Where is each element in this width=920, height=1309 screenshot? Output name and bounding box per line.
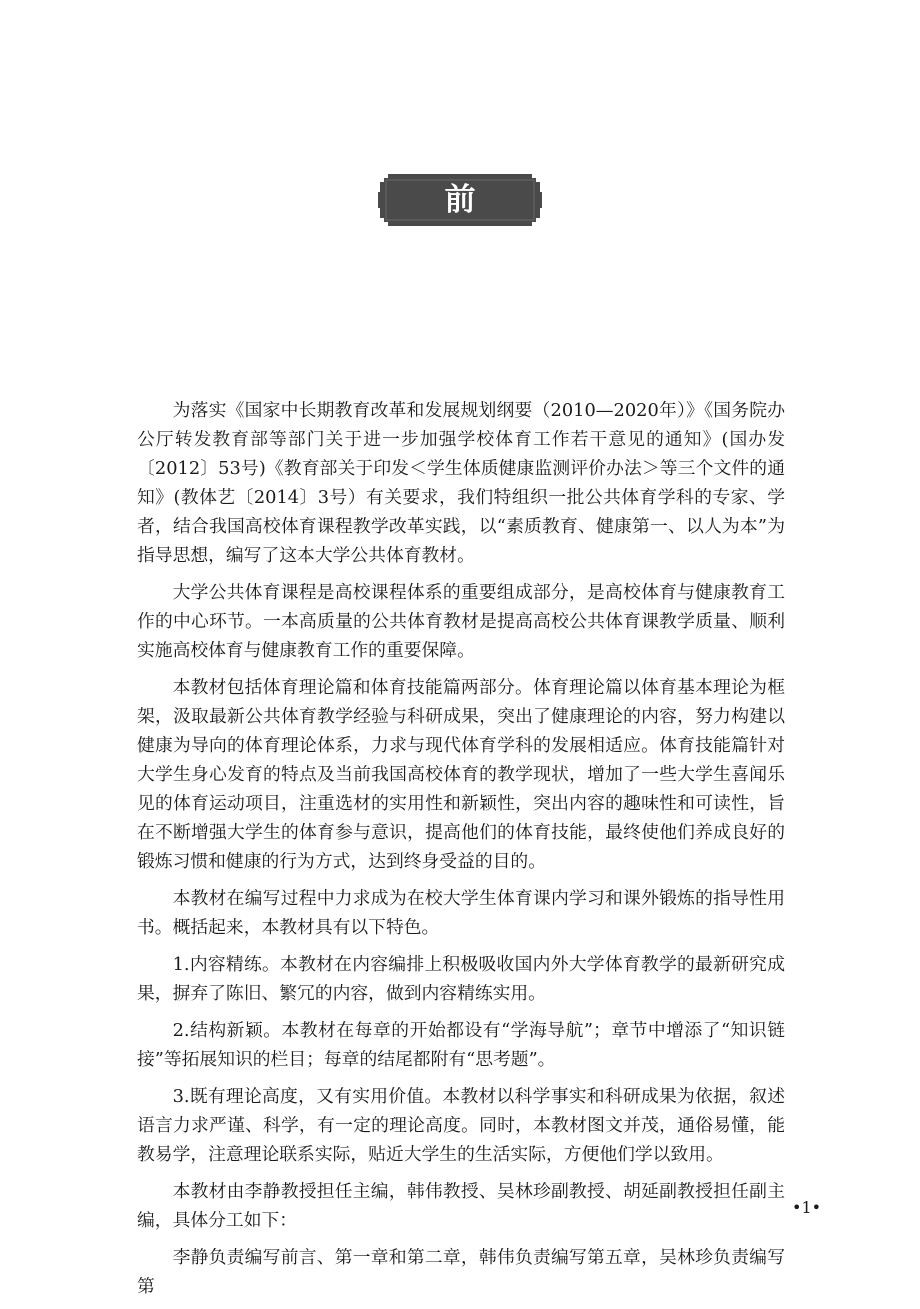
paragraph: 3.既有理论高度，又有实用价值。本教材以科学事实和科研成果为依据，叙述语言力求严谨、科学，有一定的理论高度。同时，本教材图文并茂，通俗易懂，能教易学，注意理论联系实际，贴近大学生的生活实际，方便他们学以致用。 xyxy=(137,1086,785,1165)
paragraph: 本教材在编写过程中力求成为在校大学生体育课内学习和课外锻炼的指导性用书。概括起来，本教材具有以下特色。 xyxy=(137,888,785,938)
paragraph: 2.结构新颖。本教材在每章的开始都设有“学海导航”；章节中增添了“知识链接”等拓展知识的栏目；每章的结尾都附有“思考题”。 xyxy=(137,1020,785,1070)
page-title: 前 言 xyxy=(432,182,500,270)
paragraph: 本教材由李静教授担任主编，韩伟教授、吴林珍副教授、胡延副教授担任副主编，具体分工如下： xyxy=(137,1181,785,1231)
chapter-title-banner xyxy=(378,174,542,270)
paragraph: 1.内容精练。本教材在内容编排上积极吸收国内外大学体育教学的最新研究成果，摒弃了陈旧、繁冗的内容，做到内容精练实用。 xyxy=(137,954,785,1004)
paragraph: 李静负责编写前言、第一章和第二章，韩伟负责编写第五章，吴林珍负责编写第 xyxy=(137,1247,785,1297)
paragraph: 大学公共体育课程是高校课程体系的重要组成部分，是高校体育与健康教育工作的中心环节。一本高质量的公共体育教材是提高高校公共体育课教学质量、顺利实施高校体育与健康教育工作的重要保障。 xyxy=(137,582,785,661)
preface-body xyxy=(137,396,785,1309)
page-number: •1• xyxy=(792,1198,822,1217)
paragraph: 为落实《国家中长期教育改革和发展规划纲要（2010—2020年）》《国务院办公厅转发教育部等部门关于进一步加强学校体育工作若干意见的通知》(国办发〔2012〕53号)《教育部关于印发＜学生体质健康监测评价办法＞等三个文件的通知》(教体艺〔2014〕3号）有关要求，我们特组织一批公共体育学科的专家、学者，结合我国高校体育课程教学改革实践，以“素质教育、健康第一、以人为本”为指导思想，编写了这本大学公共体育教材。 xyxy=(137,400,785,566)
paragraph: 本教材包括体育理论篇和体育技能篇两部分。体育理论篇以体育基本理论为框架，汲取最新公共体育教学经验与科研成果，突出了健康理论的内容，努力构建以健康为导向的体育理论体系，力求与现代体育学科的发展相适应。体育技能篇针对大学生身心发育的特点及当前我国高校体育的教学现状，增加了一些大学生喜闻乐见的体育运动项目，注重选材的实用性和新颖性，突出内容的趣味性和可读性，旨在不断增强大学生的体育参与意识，提高他们的体育技能，最终使他们养成良好的锻炼习惯和健康的行为方式，达到终身受益的目的。 xyxy=(137,677,785,872)
